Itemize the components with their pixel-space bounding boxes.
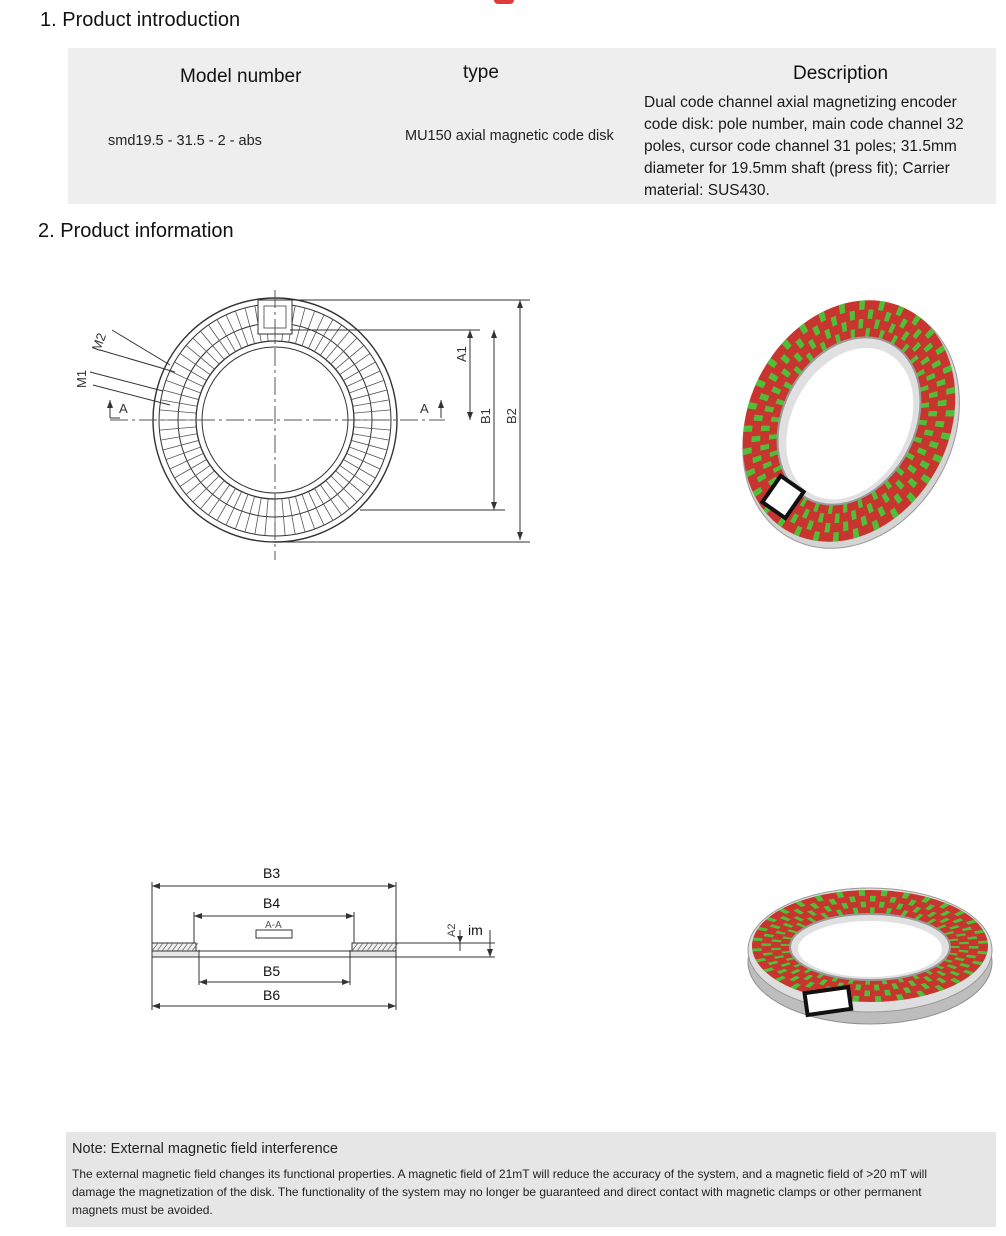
top-red-mark xyxy=(494,0,514,4)
label-a2: A2 xyxy=(446,923,458,937)
table-cell-type: MU150 axial magnetic code disk xyxy=(405,128,614,144)
table-cell-model: smd19.5 - 31.5 - 2 - abs xyxy=(108,133,262,149)
section-view-drawing xyxy=(140,860,500,1020)
label-b3: B3 xyxy=(263,865,281,881)
label-a-left: A xyxy=(119,401,128,416)
label-im: im xyxy=(468,922,483,938)
label-b6: B6 xyxy=(263,987,281,1003)
label-a-right: A xyxy=(420,401,429,416)
table-header-type: type xyxy=(463,62,499,83)
section-title-info: 2. Product information xyxy=(38,220,234,242)
table-cell-description: Dual code channel axial magnetizing encoder code disk: pole number, main code channel 32 poles, cursor code channel 31 poles; 31.5mm diameter for 19.5mm shaft (press fit); Carrier material: SUS430. xyxy=(644,94,964,199)
label-a1: A1 xyxy=(454,346,469,362)
section-title-intro: 1. Product introduction xyxy=(40,9,241,31)
front-view-drawing xyxy=(60,280,540,570)
table-header-model: Model number xyxy=(180,66,302,87)
product-table xyxy=(68,48,996,204)
label-section-aa: A-A xyxy=(265,920,282,931)
note-body: The external magnetic field changes its functional properties. A magnetic field of 21mT will reduce the accuracy of the system, and a magnetic field of >20 mT will damage the magnetization of the disk. The functionality of the system may no longer be guaranteed and direct contact with magnetic clamps or other permanent magnets must be avoided. xyxy=(72,1167,927,1217)
label-m2: M2 xyxy=(88,330,109,354)
disk-render-flat xyxy=(740,880,1000,1040)
note-box xyxy=(66,1132,996,1227)
label-m1: M1 xyxy=(74,369,89,388)
label-b5: B5 xyxy=(263,963,281,979)
table-header-description: Description xyxy=(793,63,889,84)
label-b2: B2 xyxy=(504,408,519,424)
label-b1: B1 xyxy=(478,408,493,424)
note-title: Note: External magnetic field interference xyxy=(72,1141,338,1157)
label-b4: B4 xyxy=(263,895,281,911)
disk-render-upright xyxy=(735,285,960,555)
